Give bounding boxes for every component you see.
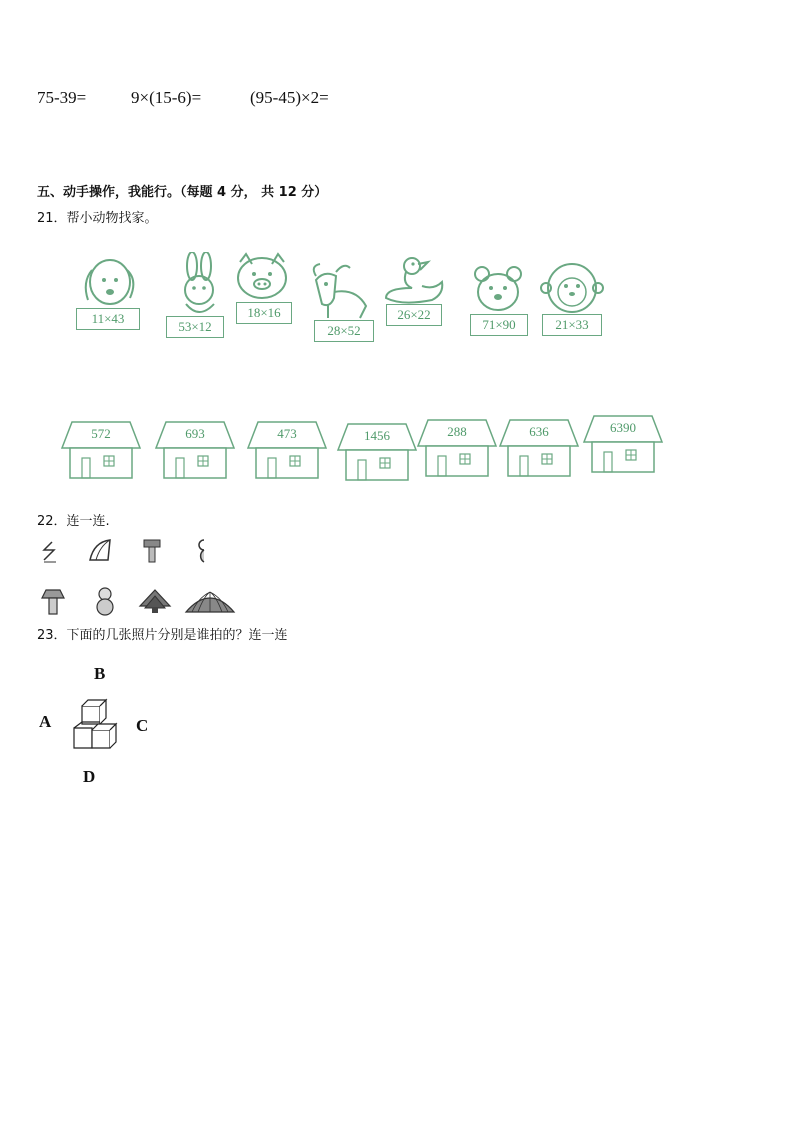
house-number: 288	[447, 424, 467, 439]
animal-sign: 26×22	[386, 304, 442, 326]
house-7	[582, 414, 664, 476]
question-21-label: 21．帮小动物找家。	[37, 211, 158, 226]
house-4	[336, 422, 418, 484]
animal-pig	[232, 252, 302, 352]
house-5	[416, 418, 498, 480]
house-number: 572	[91, 426, 111, 441]
snowman-icon	[94, 586, 116, 616]
house-3	[246, 420, 328, 482]
pig-icon	[232, 252, 302, 307]
animal-sign: 71×90	[470, 314, 528, 336]
goat-icon	[306, 262, 376, 322]
zigzag-icon	[40, 540, 60, 564]
house-number: 693	[185, 426, 205, 441]
animal-bear	[468, 264, 538, 364]
house-number: 6390	[610, 420, 636, 435]
umbrella-part-icon	[88, 538, 114, 562]
label-a: A	[39, 712, 52, 731]
animal-monkey	[540, 260, 610, 360]
animal-sign: 28×52	[314, 320, 374, 342]
label-d: D	[83, 767, 96, 786]
animal-rabbit	[164, 252, 234, 352]
house-6	[498, 418, 580, 480]
duck-icon	[382, 254, 452, 309]
expression-3: (95-45)×2=	[250, 88, 329, 107]
mushroom-part-icon	[142, 538, 162, 564]
animal-dog	[72, 252, 142, 352]
monkey-icon	[540, 260, 610, 320]
expression-1: 75-39=	[37, 88, 87, 107]
section-title: 五、动手操作，我能行。（每题 4 分， 共 12 分）	[37, 185, 328, 200]
label-b: B	[94, 664, 106, 683]
house-1	[60, 420, 142, 482]
animal-duck	[382, 254, 452, 354]
tree-icon	[138, 588, 172, 614]
question-23-label: 23．下面的几张照片分别是谁拍的？连一连	[37, 628, 288, 643]
bear-icon	[468, 264, 538, 319]
house-number: 1456	[364, 428, 390, 443]
house-number: 636	[529, 424, 549, 439]
mushroom-icon	[40, 588, 66, 616]
expression-2: 9×(15-6)=	[131, 88, 202, 107]
animal-sign: 53×12	[166, 316, 224, 338]
umbrella-icon	[184, 590, 236, 614]
animal-goat	[306, 262, 376, 362]
label-c: C	[136, 716, 149, 735]
cube-stack-icon	[70, 698, 122, 752]
question-22-label: 22．连一连.	[37, 514, 110, 529]
dog-icon	[72, 252, 142, 312]
rabbit-icon	[164, 252, 234, 322]
animal-sign: 11×43	[76, 308, 140, 330]
animal-sign: 18×16	[236, 302, 292, 324]
house-2	[154, 420, 236, 482]
snowman-part-icon	[194, 538, 208, 564]
animal-sign: 21×33	[542, 314, 602, 336]
house-number: 473	[277, 426, 297, 441]
